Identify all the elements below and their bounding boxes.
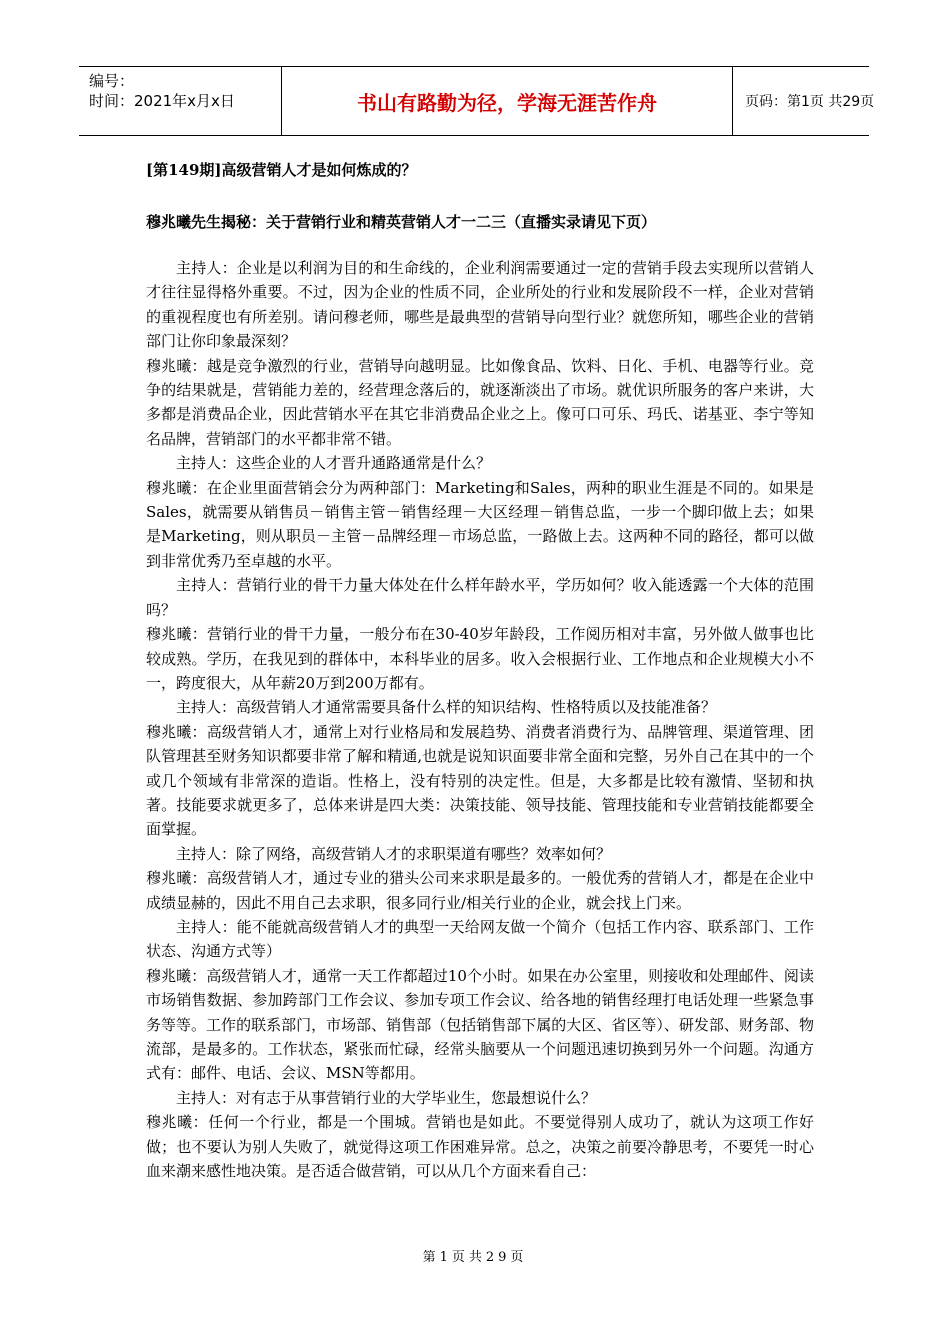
guest-answer: 穆兆曦：高级营销人才，通常上对行业格局和发展趋势、消费者消费行为、品牌管理、渠道管理、团队管理甚至财务知识都要非常了解和精通,也就是说知识面要非常全面和完整，另外自己在其中的一个或几个领域有非常深的造诣。性格上，没有特别的决定性。但是，大多都是比较有激情、坚韧和执著。技能要求就更多了，总体来讲是四大类：决策技能、领导技能、管理技能和专业营销技能都要全面掌握。 — [146, 722, 814, 839]
host-question: 主持人：除了网络，高级营销人才的求职渠道有哪些？效率如何？ — [176, 844, 612, 863]
interview-body — [146, 256, 814, 1183]
guest-answer: 穆兆曦：营销行业的骨干力量，一般分布在30-40岁年龄段，工作阅历相对丰富，另外做人做事也比较成熟。学历，在我见到的群体中，本科毕业的居多。收入会根据行业、工作地点和企业规模大小不一，跨度很大，从年薪20万到200万都有。 — [146, 625, 814, 692]
guest-answer: 穆兆曦：高级营销人才，通常一天工作都超过10个小时。如果在办公室里，则接收和处理邮件、阅读市场销售数据、参加跨部门工作会议、参加专项工作会议、给各地的销售经理打电话处理一些紧急事务等等。工作的联系部门，市场部、销售部（包括销售部下属的大区、省区等）、研发部、财务部、物流部，是最多的。工作状态，紧张而忙碌，经常头脑要从一个问题迅速切换到另外一个问题。沟通方式有：邮件、电话、会议、MSN等都用。 — [146, 966, 814, 1083]
host-question: 主持人：营销行业的骨干力量大体处在什么样年龄水平，学历如何？收入能透露一个大体的范围吗？ — [146, 576, 814, 619]
number-label: 编号： — [89, 72, 135, 90]
header-meta — [79, 67, 281, 135]
host-question: 主持人：这些企业的人才晋升通路通常是什么？ — [176, 454, 492, 473]
guest-answer: 穆兆曦：任何一个行业，都是一个围城。营销也是如此。不要觉得别人成功了，就认为这项工作好做；也不要认为别人失败了，就觉得这项工作困难异常。总之，决策之前要冷静思考，不要凭一时心血来潮来感性地决策。是否适合做营销，可以从几个方面来看自己： — [146, 1113, 814, 1181]
page-header — [79, 66, 875, 136]
host-question: 主持人：能不能就高级营销人才的典型一天给网友做一个简介（包括工作内容、联系部门、工作状态、沟通方式等） — [146, 917, 814, 961]
host-question: 主持人：企业是以利润为目的和生命线的，企业利润需要通过一定的营销手段去实现所以营销人才往往显得格外重要。不过，因为企业的性质不同，企业所处的行业和发展阶段不一样，企业对营销的重视程度也有所差别。请问穆老师，哪些是最典型的营销导向型行业？就您所知，哪些企业的营销部门让你印象最深刻？ — [146, 259, 814, 351]
guest-answer: 穆兆曦：高级营销人才，通过专业的猎头公司来求职是最多的。一般优秀的营销人才，都是在企业中成绩显赫的，因此不用自己去求职，很多同行业/相关行业的企业，就会找上门来。 — [146, 869, 814, 912]
host-question: 主持人：高级营销人才通常需要具备什么样的知识结构、性格特质以及技能准备？ — [176, 698, 717, 717]
document-title: [第149期]高级营销人才是如何炼成的？ — [146, 161, 417, 179]
host-question: 主持人：对有志于从事营销行业的大学毕业生，您最想说什么？ — [176, 1088, 597, 1107]
page-footer: 第1页共29页 — [422, 1250, 528, 1265]
guest-answer: 穆兆曦：越是竞争激烈的行业，营销导向越明显。比如像食品、饮料、日化、手机、电器等行业。竞争的结果就是，营销能力差的，经营理念落后的，就逐渐淡出了市场。就优识所服务的客户来讲，大多都是消费品企业，因此营销水平在其它非消费品企业之上。像可口可乐、玛氏、诺基亚、李宁等知名品牌，营销部门的水平都非常不错。 — [146, 356, 814, 448]
guest-answer: 穆兆曦：在企业里面营销会分为两种部门：Marketing和Sales，两种的职业生涯是不同的。如果是Sales，就需要从销售员－销售主管－销售经理－大区经理－销售总监，一步一个脚印做上去；如果是Marketing，则从职员－主管－品牌经理－市场总监，一路做上去。这两种不同的路径，都可以做到非常优秀乃至卓越的水平。 — [146, 478, 814, 570]
header-page-info: 页码：第1页 共29页 — [745, 94, 875, 110]
header-motto: 书山有路勤为径，学海无涯苦作舟 — [281, 67, 733, 135]
document-subtitle: 穆兆曦先生揭秘：关于营销行业和精英营销人才一二三（直播实录请见下页） — [146, 213, 657, 231]
date-label: 时间：2021年x月x日 — [89, 92, 235, 110]
